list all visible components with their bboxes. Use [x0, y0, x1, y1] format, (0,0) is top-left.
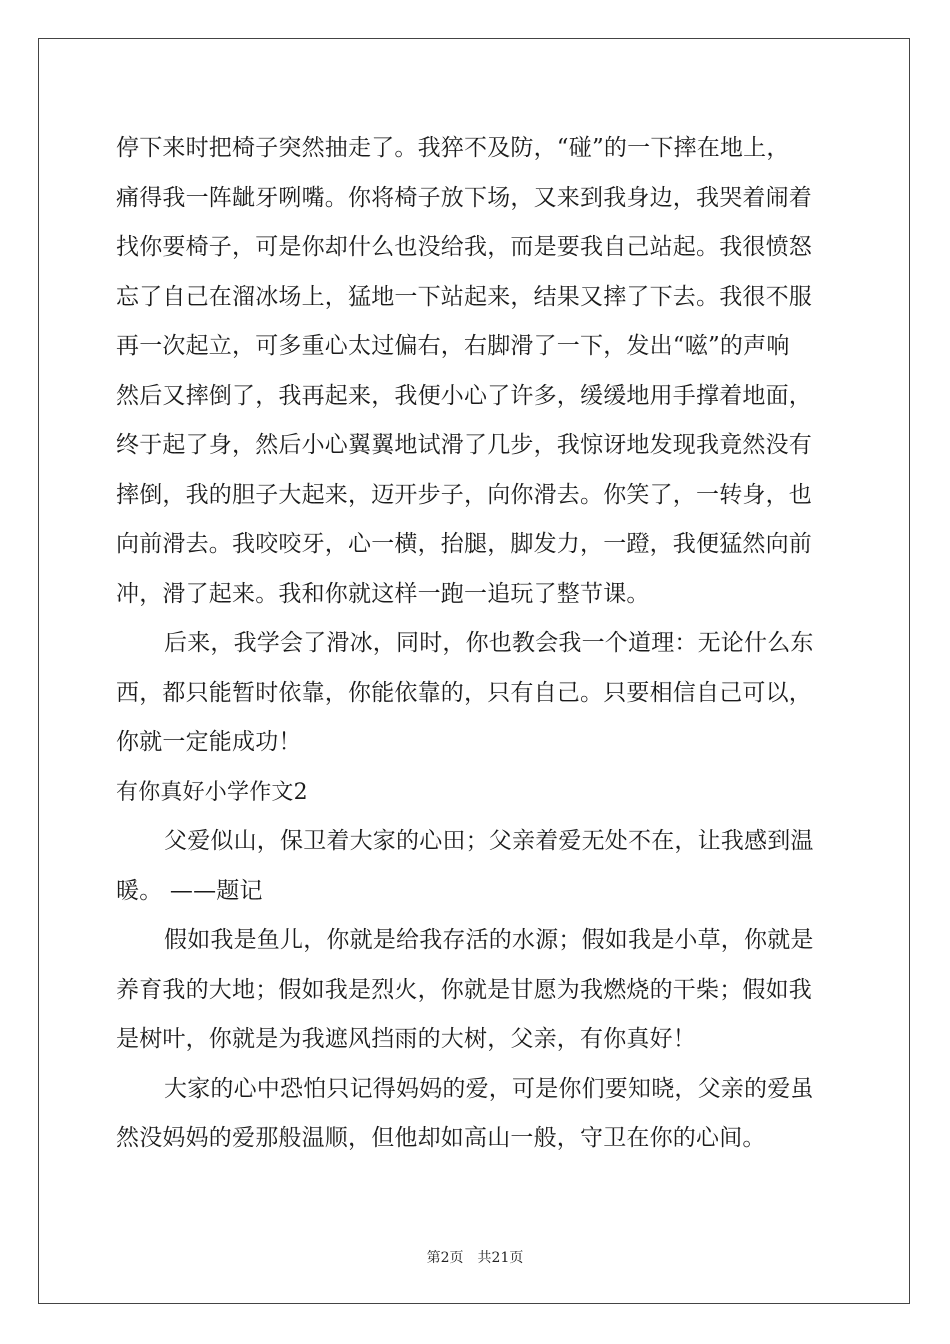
text-line: 再一次起立，可多重心太过偏右，右脚滑了一下，发出“嗞”的声响	[116, 333, 790, 359]
text-line: 然没妈妈的爱那般温顺，但他却如高山一般，守卫在你的心间。	[116, 1125, 766, 1151]
text-line: 大家的心中恐怕只记得妈妈的爱，可是你们要知晓，父亲的爱虽	[164, 1075, 814, 1102]
text-line: 你就一定能成功！	[116, 729, 302, 755]
text-line: 痛得我一阵龇牙咧嘴。你将椅子放下场，又来到我身边，我哭着闹着	[116, 184, 812, 211]
document-body	[116, 124, 836, 1164]
text-line: 是树叶，你就是为我遮风挡雨的大树，父亲，有你真好！	[116, 1026, 696, 1052]
text-line: 暖。 ——题记	[116, 877, 263, 904]
text-line: 假如我是鱼儿，你就是给我存活的水源；假如我是小草，你就是	[164, 927, 814, 953]
text-line: 停下来时把椅子突然抽走了。我猝不及防，“碰”的一下摔在地上，	[116, 135, 790, 161]
text-line: 终于起了身，然后小心翼翼地试滑了几步，我惊讶地发现我竟然没有	[116, 432, 812, 458]
page-footer	[0, 1247, 950, 1267]
text-line: 养育我的大地；假如我是烈火，你就是甘愿为我燃烧的干柴；假如我	[116, 976, 812, 1003]
text-line: 后来，我学会了滑冰，同时，你也教会我一个道理：无论什么东	[164, 630, 814, 656]
page-number: 第2页	[426, 1250, 464, 1266]
text-line: 摔倒，我的胆子大起来，迈开步子，向你滑去。你笑了，一转身，也	[116, 481, 812, 508]
text-line: 西，都只能暂时依靠，你能依靠的，只有自己。只要相信自己可以，	[116, 679, 812, 706]
text-line: 父爱似山，保卫着大家的心田；父亲着爱无处不在，让我感到温	[164, 828, 814, 854]
text-line: 然后又摔倒了，我再起来，我便小心了许多，缓缓地用手撑着地面，	[116, 382, 812, 409]
text-line: 冲，滑了起来。我和你就这样一跑一追玩了整节课。	[116, 580, 650, 607]
text-line: 向前滑去。我咬咬牙，心一横，抬腿，脚发力，一蹬，我便猛然向前	[116, 531, 812, 557]
page-total: 共21页	[477, 1250, 524, 1266]
text-line: 找你要椅子，可是你却什么也没给我，而是要我自己站起。我很愤怒	[116, 234, 812, 260]
text-line: 忘了自己在溜冰场上，猛地一下站起来，结果又摔了下去。我很不服	[116, 283, 812, 310]
section-heading: 有你真好小学作文2	[116, 779, 308, 805]
